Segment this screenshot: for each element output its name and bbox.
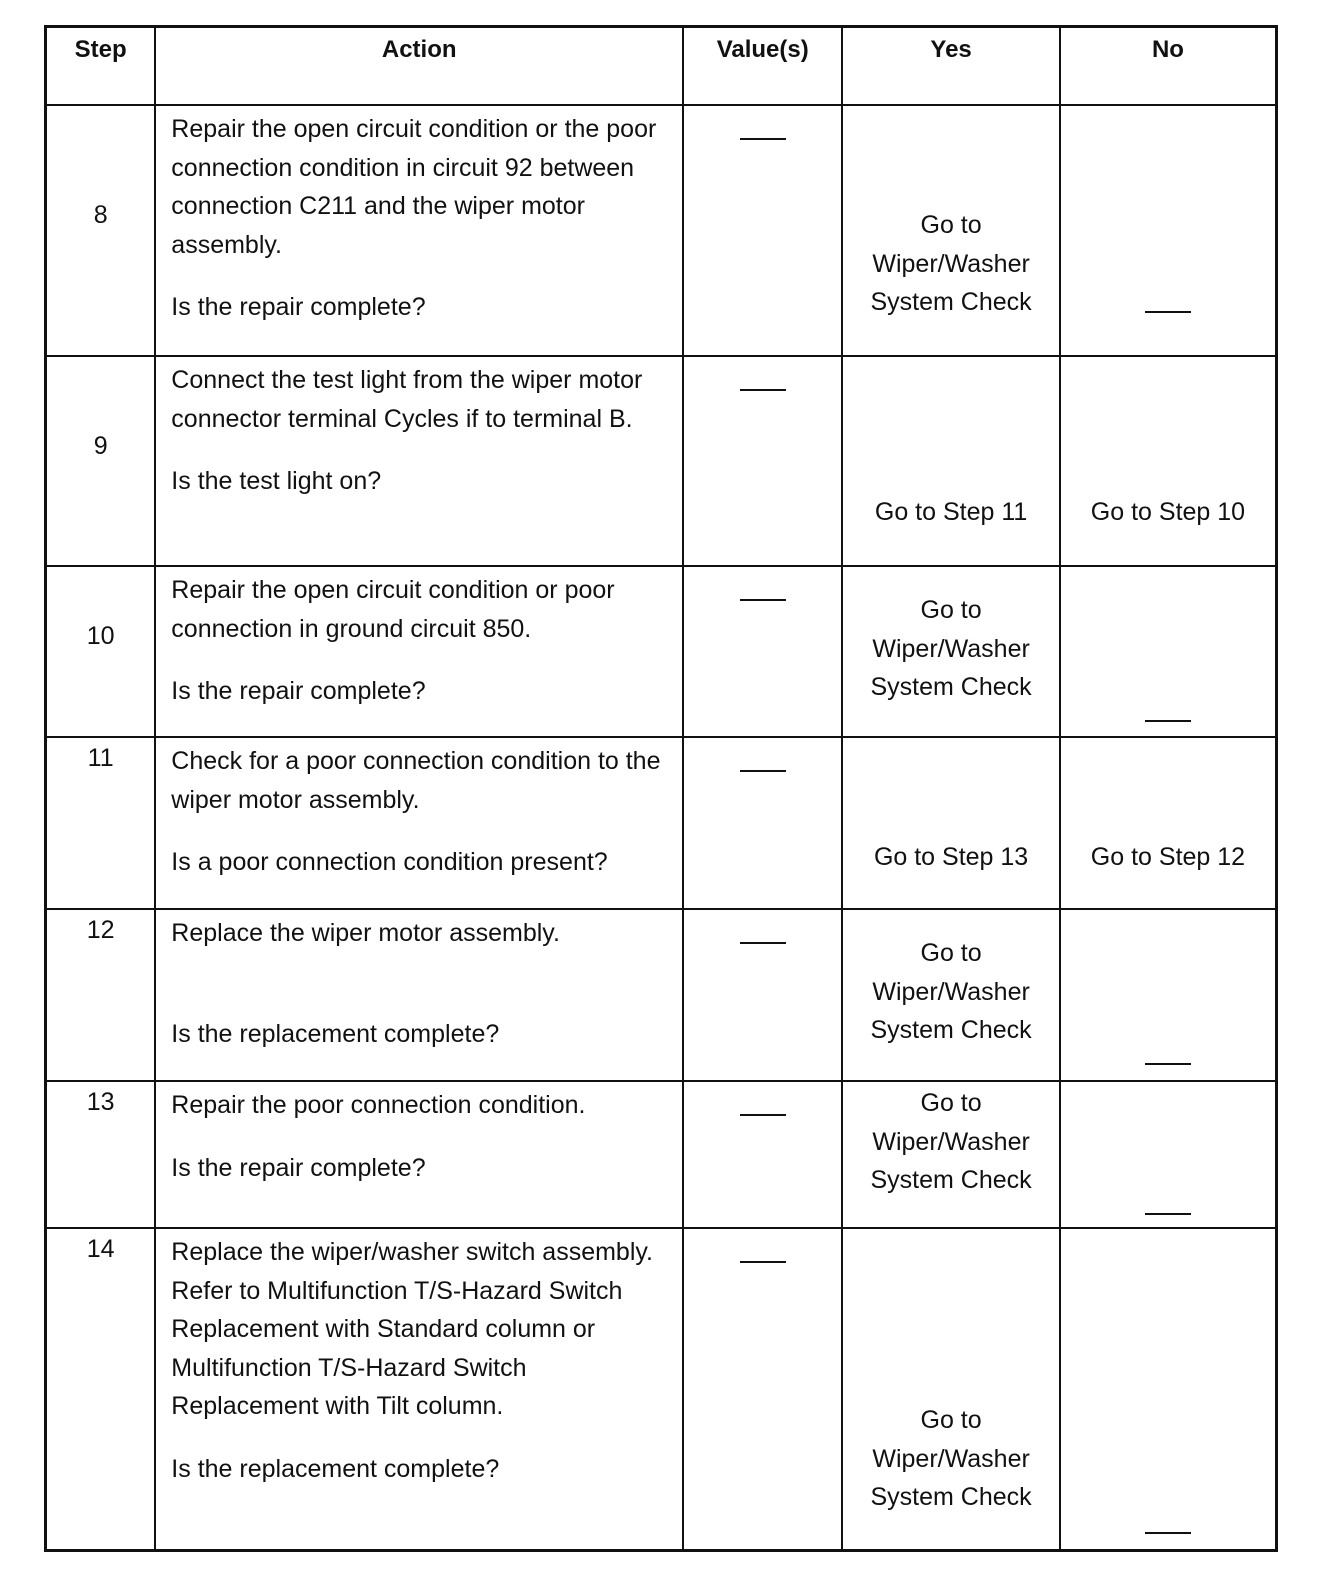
header-yes: Yes	[842, 27, 1060, 106]
no-cell	[1060, 1081, 1277, 1228]
no-text: Go to Step 12	[1090, 843, 1246, 871]
yes-cell	[842, 1228, 1060, 1550]
table-row	[46, 737, 1277, 909]
action-question: Is the repair complete?	[171, 293, 426, 321]
empty-no-dash	[1145, 311, 1191, 313]
action-text: Connect the test light from the wiper motor connector terminal Cycles if to terminal B.	[171, 366, 643, 433]
table-row	[46, 1228, 1277, 1550]
no-cell	[1060, 356, 1277, 566]
table-row	[46, 356, 1277, 566]
action-text: Check for a poor connection condition to the wiper motor assembly.	[171, 747, 661, 814]
step-number: 14	[46, 1228, 156, 1550]
table-row	[46, 909, 1277, 1081]
empty-no-dash	[1145, 720, 1191, 722]
header-values: Value(s)	[683, 27, 842, 106]
action-text: Replace the wiper motor assembly.	[171, 919, 560, 947]
empty-value-dash	[740, 942, 786, 944]
no-cell	[1060, 1228, 1277, 1550]
empty-no-dash	[1145, 1213, 1191, 1215]
no-cell	[1060, 566, 1277, 737]
empty-no-dash	[1145, 1532, 1191, 1534]
action-text: Repair the open circuit condition or poor connection in ground circuit 850.	[171, 576, 615, 643]
value-cell	[683, 1081, 842, 1228]
table-row	[46, 566, 1277, 737]
yes-cell	[842, 105, 1060, 356]
table-row	[46, 1081, 1277, 1228]
empty-value-dash	[740, 1114, 786, 1116]
table-row	[46, 105, 1277, 356]
empty-value-dash	[740, 389, 786, 391]
yes-text: Go to Wiper/Washer System Check	[870, 1089, 1032, 1194]
yes-cell	[842, 737, 1060, 909]
action-cell	[155, 1228, 683, 1550]
yes-text: Go to Step 13	[873, 843, 1029, 871]
step-number: 10	[46, 566, 156, 737]
step-number: 13	[46, 1081, 156, 1228]
empty-value-dash	[740, 138, 786, 140]
step-number: 12	[46, 909, 156, 1081]
yes-text: Go to Wiper/Washer System Check	[870, 1406, 1032, 1511]
action-question: Is the replacement complete?	[171, 1019, 500, 1048]
step-number: 11	[46, 737, 156, 909]
yes-text: Go to Wiper/Washer System Check	[870, 211, 1032, 316]
action-text: Repair the poor connection condition.	[171, 1091, 586, 1119]
header-no: No	[1060, 27, 1277, 106]
yes-text: Go to Step 11	[874, 498, 1028, 526]
action-question: Is the replacement complete?	[171, 1454, 500, 1483]
value-cell	[683, 105, 842, 356]
action-text: Repair the open circuit condition or the poor connection condition in circuit 92 between connection C211 and the wiper motor assembly.	[171, 115, 657, 259]
no-cell	[1060, 909, 1277, 1081]
yes-text: Go to Wiper/Washer System Check	[870, 939, 1032, 1044]
yes-cell	[842, 909, 1060, 1081]
empty-value-dash	[740, 599, 786, 601]
action-question: Is the test light on?	[171, 467, 382, 495]
action-cell	[155, 737, 683, 909]
diagnostic-table	[44, 25, 1278, 1552]
action-cell	[155, 909, 683, 1081]
action-question: Is the repair complete?	[171, 1153, 426, 1182]
value-cell	[683, 737, 842, 909]
yes-cell	[842, 356, 1060, 566]
header-action: Action	[155, 27, 683, 106]
action-cell	[155, 356, 683, 566]
action-text: Replace the wiper/washer switch assembly. Refer to Multifunction T/S-Hazard Switch Replacement with Standard column or Multifunction T/S-Hazard Switch Replacement with Tilt column.	[171, 1238, 653, 1420]
action-question: Is the repair complete?	[171, 677, 426, 705]
yes-text: Go to Wiper/Washer System Check	[870, 596, 1032, 701]
header-step: Step	[46, 27, 156, 106]
empty-value-dash	[740, 1261, 786, 1263]
value-cell	[683, 566, 842, 737]
no-text: Go to Step 10	[1090, 498, 1246, 526]
step-number: 8	[46, 105, 156, 356]
action-cell	[155, 1081, 683, 1228]
empty-no-dash	[1145, 1063, 1191, 1065]
step-number: 9	[46, 356, 156, 566]
action-question: Is a poor connection condition present?	[171, 848, 608, 876]
value-cell	[683, 356, 842, 566]
no-cell	[1060, 737, 1277, 909]
value-cell	[683, 909, 842, 1081]
no-cell	[1060, 105, 1277, 356]
action-cell	[155, 105, 683, 356]
header-row	[46, 27, 1277, 106]
value-cell	[683, 1228, 842, 1550]
action-cell	[155, 566, 683, 737]
empty-value-dash	[740, 770, 786, 772]
yes-cell	[842, 566, 1060, 737]
yes-cell	[842, 1081, 1060, 1228]
